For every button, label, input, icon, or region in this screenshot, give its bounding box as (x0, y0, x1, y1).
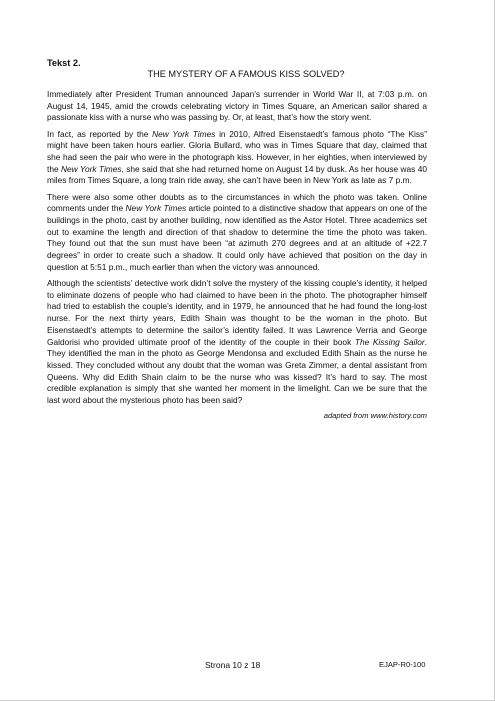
paragraph (47, 278, 427, 407)
text-run: Although the scientists’ detective work didn’t solve the mystery of the kissing couple’s identity, it helped to eliminate dozens of people who had claimed to have been in the photo. The photographer himself had tried to establish the couple’s identity, and in 1979, he announced that he had found the long-lost nurse. For the next thirty years, Edith Shain was thought to be the woman in the photo. But Eisenstaedt’s attempts to determine the sailor’s identity failed. It was Lawrence Verria and George Galdorisi who provided ultimate proof of the identity of the couple in their book (47, 278, 427, 347)
text-run: There were also some other doubts as to the circumstances in which the photo was taken. Online comments under the (47, 191, 427, 214)
text-run: In fact, as reported by the (47, 128, 153, 139)
paragraph (47, 192, 427, 274)
document-body (47, 58, 427, 421)
source-note: adapted from www.history.com (323, 411, 427, 421)
paragraph (47, 89, 427, 124)
text-run: Immediately after President Truman announced Japan’s surrender in World War II, at 7:03 p.m. on August 14, 1945, amid the crowds celebrating victory in Times Square, an American sailor shared a passionate kiss with a nurse who was passing by. Or, at least, that’s how the story went. (47, 89, 427, 123)
paragraph (47, 129, 427, 188)
italic-title-run: New York Times (125, 203, 187, 214)
text-run: . They identified the man in the photo as George Mendonsa and excluded Edith Shain as the nurse he kissed. They concluded without any doubt that the woman was Greta Zimmer, a dental assistant from Queens. Why did Edith Shain claim to be the nurse who was kissed? It’s hard to say. The most credible explanation is simply that she wanted her moment in the limelight. Can we be sure that the last word about the mysterious photo has been said? (47, 336, 427, 406)
article-title: THE MYSTERY OF A FAMOUS KISS SOLVED? (147, 69, 345, 79)
italic-title-run: New York Times, (60, 163, 124, 174)
text-label: Tekst 2. (47, 58, 81, 68)
text-run: she said that she had returned home on August 14 by dusk. As her house was 40 miles from Times Square, a long train ride away, she can’t have been in New York as late as 7 p.m. (47, 163, 427, 186)
text-run: in 2010, Alfred Eisenstaedt’s famous photo “The Kiss” might have been taken hours earlier. Gloria Bullard, who was in Times Square that day, claimed that she had seen the pair who were in the photograph kiss. However, in her eighties, when interviewed by the (47, 128, 427, 174)
text-run: article pointed to a distinctive shadow that appears on one of the buildings in the photo, cast by another building, now identified as the Astor Hotel. Three academics set out to examine the length and direction of that shadow to determine the time the photo was taken. They found out that the sun must have been “at azimuth 270 degrees and at an altitude of +22.7 degrees” in order to create such a shadow. It could only have achieved that position on the day in question at 5:51 p.m., much earlier than when the victory was announced. (47, 203, 427, 272)
exam-code: EJAP-R0-100 (379, 660, 426, 669)
page-number: Strona 10 z 18 (205, 660, 261, 670)
italic-title-run: New York Times (152, 128, 216, 139)
italic-title-run: The Kissing Sailor (354, 336, 425, 347)
